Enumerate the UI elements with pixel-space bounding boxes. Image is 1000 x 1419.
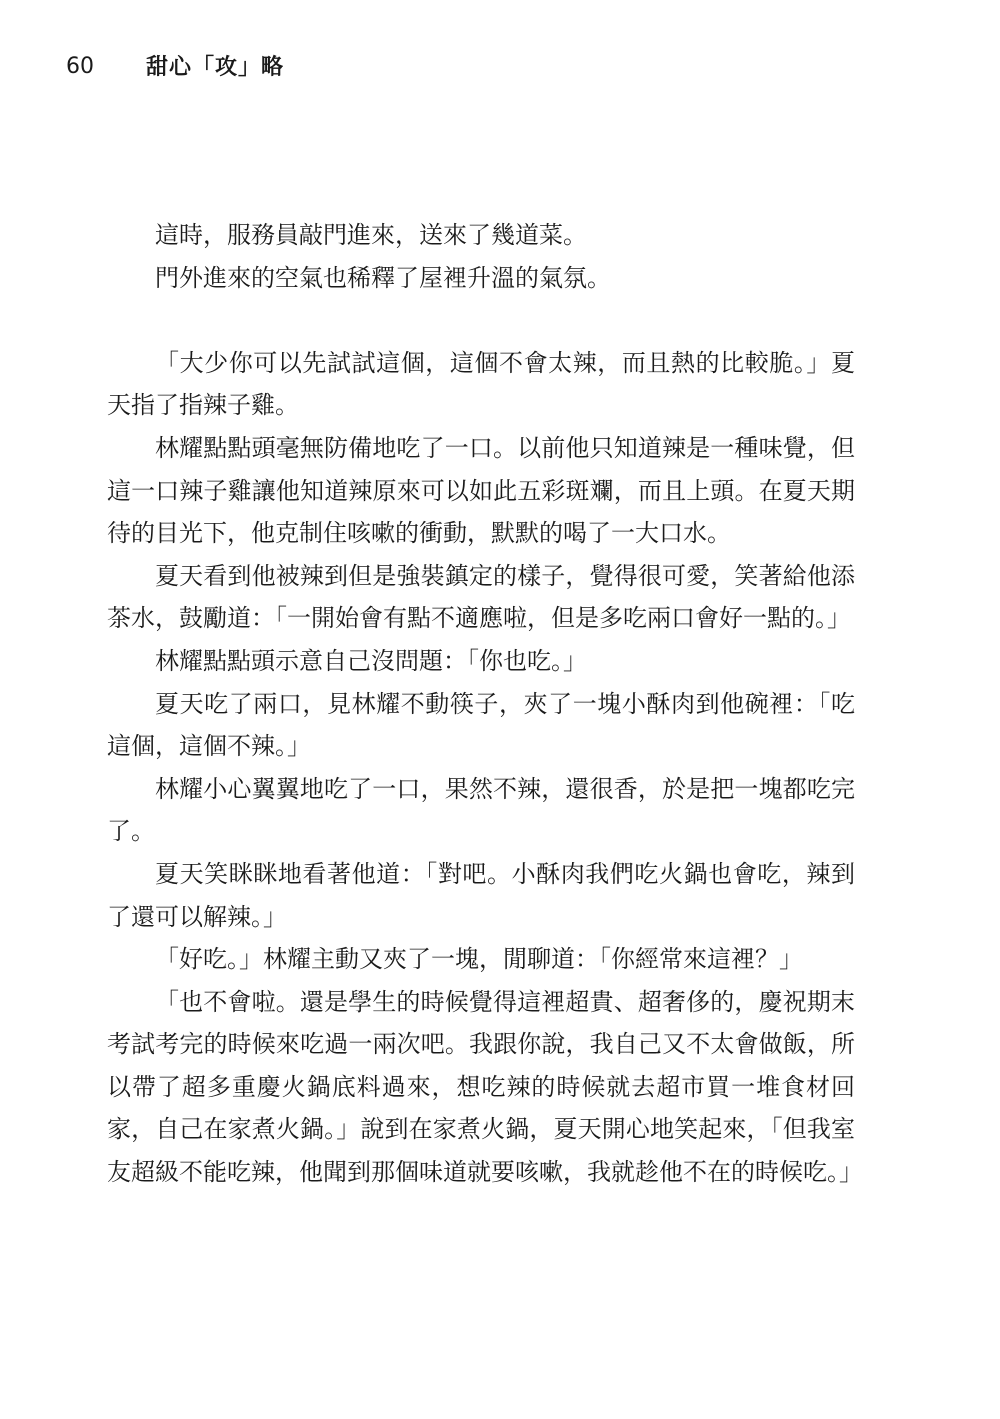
book-title: 甜心「攻」略 [146,54,285,80]
paragraph: 夏天笑眯眯地看著他道：「對吧。小酥肉我們吃火鍋也會吃，辣到了還可以解辣。」 [107,859,855,931]
paragraph: 林耀小心翼翼地吃了一口，果然不辣，還很香，於是把一塊都吃完了。 [107,774,855,846]
paragraph: 這時，服務員敲門進來，送來了幾道菜。 [155,221,587,249]
paragraph: 「也不會啦。還是學生的時候覺得這裡超貴、超奢侈的，慶祝期末考試考完的時候來吃過一兩次吧。我跟你說，我自己又不太會做飯，所以帶了超多重慶火鍋底料過來，想吃辣的時候就去超市買一堆食材回家，自己在家煮火鍋。」說到在家煮火鍋，夏天開心地笑起來，「但我室友超級不能吃辣，他聞到那個味道就要咳嗽，我就趁他不在的時候吃。」 [107,987,863,1187]
body-text [107,214,863,1194]
paragraph: 林耀點點頭示意自己沒問題：「你也吃。」 [155,646,587,675]
paragraph: 「大少你可以先試試這個，這個不會太辣，而且熱的比較脆。」夏天指了指辣子雞。 [107,348,855,420]
page-number: 60 [66,54,94,79]
running-head [66,50,284,84]
paragraph: 「好吃。」林耀主動又夾了一塊，閒聊道：「你經常來這裡？」 [155,945,803,974]
paragraph: 林耀點點頭毫無防備地吃了一口。以前他只知道辣是一種味覺，但這一口辣子雞讓他知道辣原來可以如此五彩斑斕，而且上頭。在夏天期待的目光下，他克制住咳嗽的衝動，默默的喝了一大口水。 [107,433,855,548]
paragraph: 夏天看到他被辣到但是強裝鎮定的樣子，覺得很可愛，笑著給他添茶水，鼓勵道：「一開始會有點不適應啦，但是多吃兩口會好一點的。」 [107,561,855,633]
paragraph: 夏天吃了兩口，見林耀不動筷子，夾了一塊小酥肉到他碗裡：「吃這個，這個不辣。」 [107,689,855,761]
paragraph: 門外進來的空氣也稀釋了屋裡升溫的氣氛。 [155,263,611,292]
